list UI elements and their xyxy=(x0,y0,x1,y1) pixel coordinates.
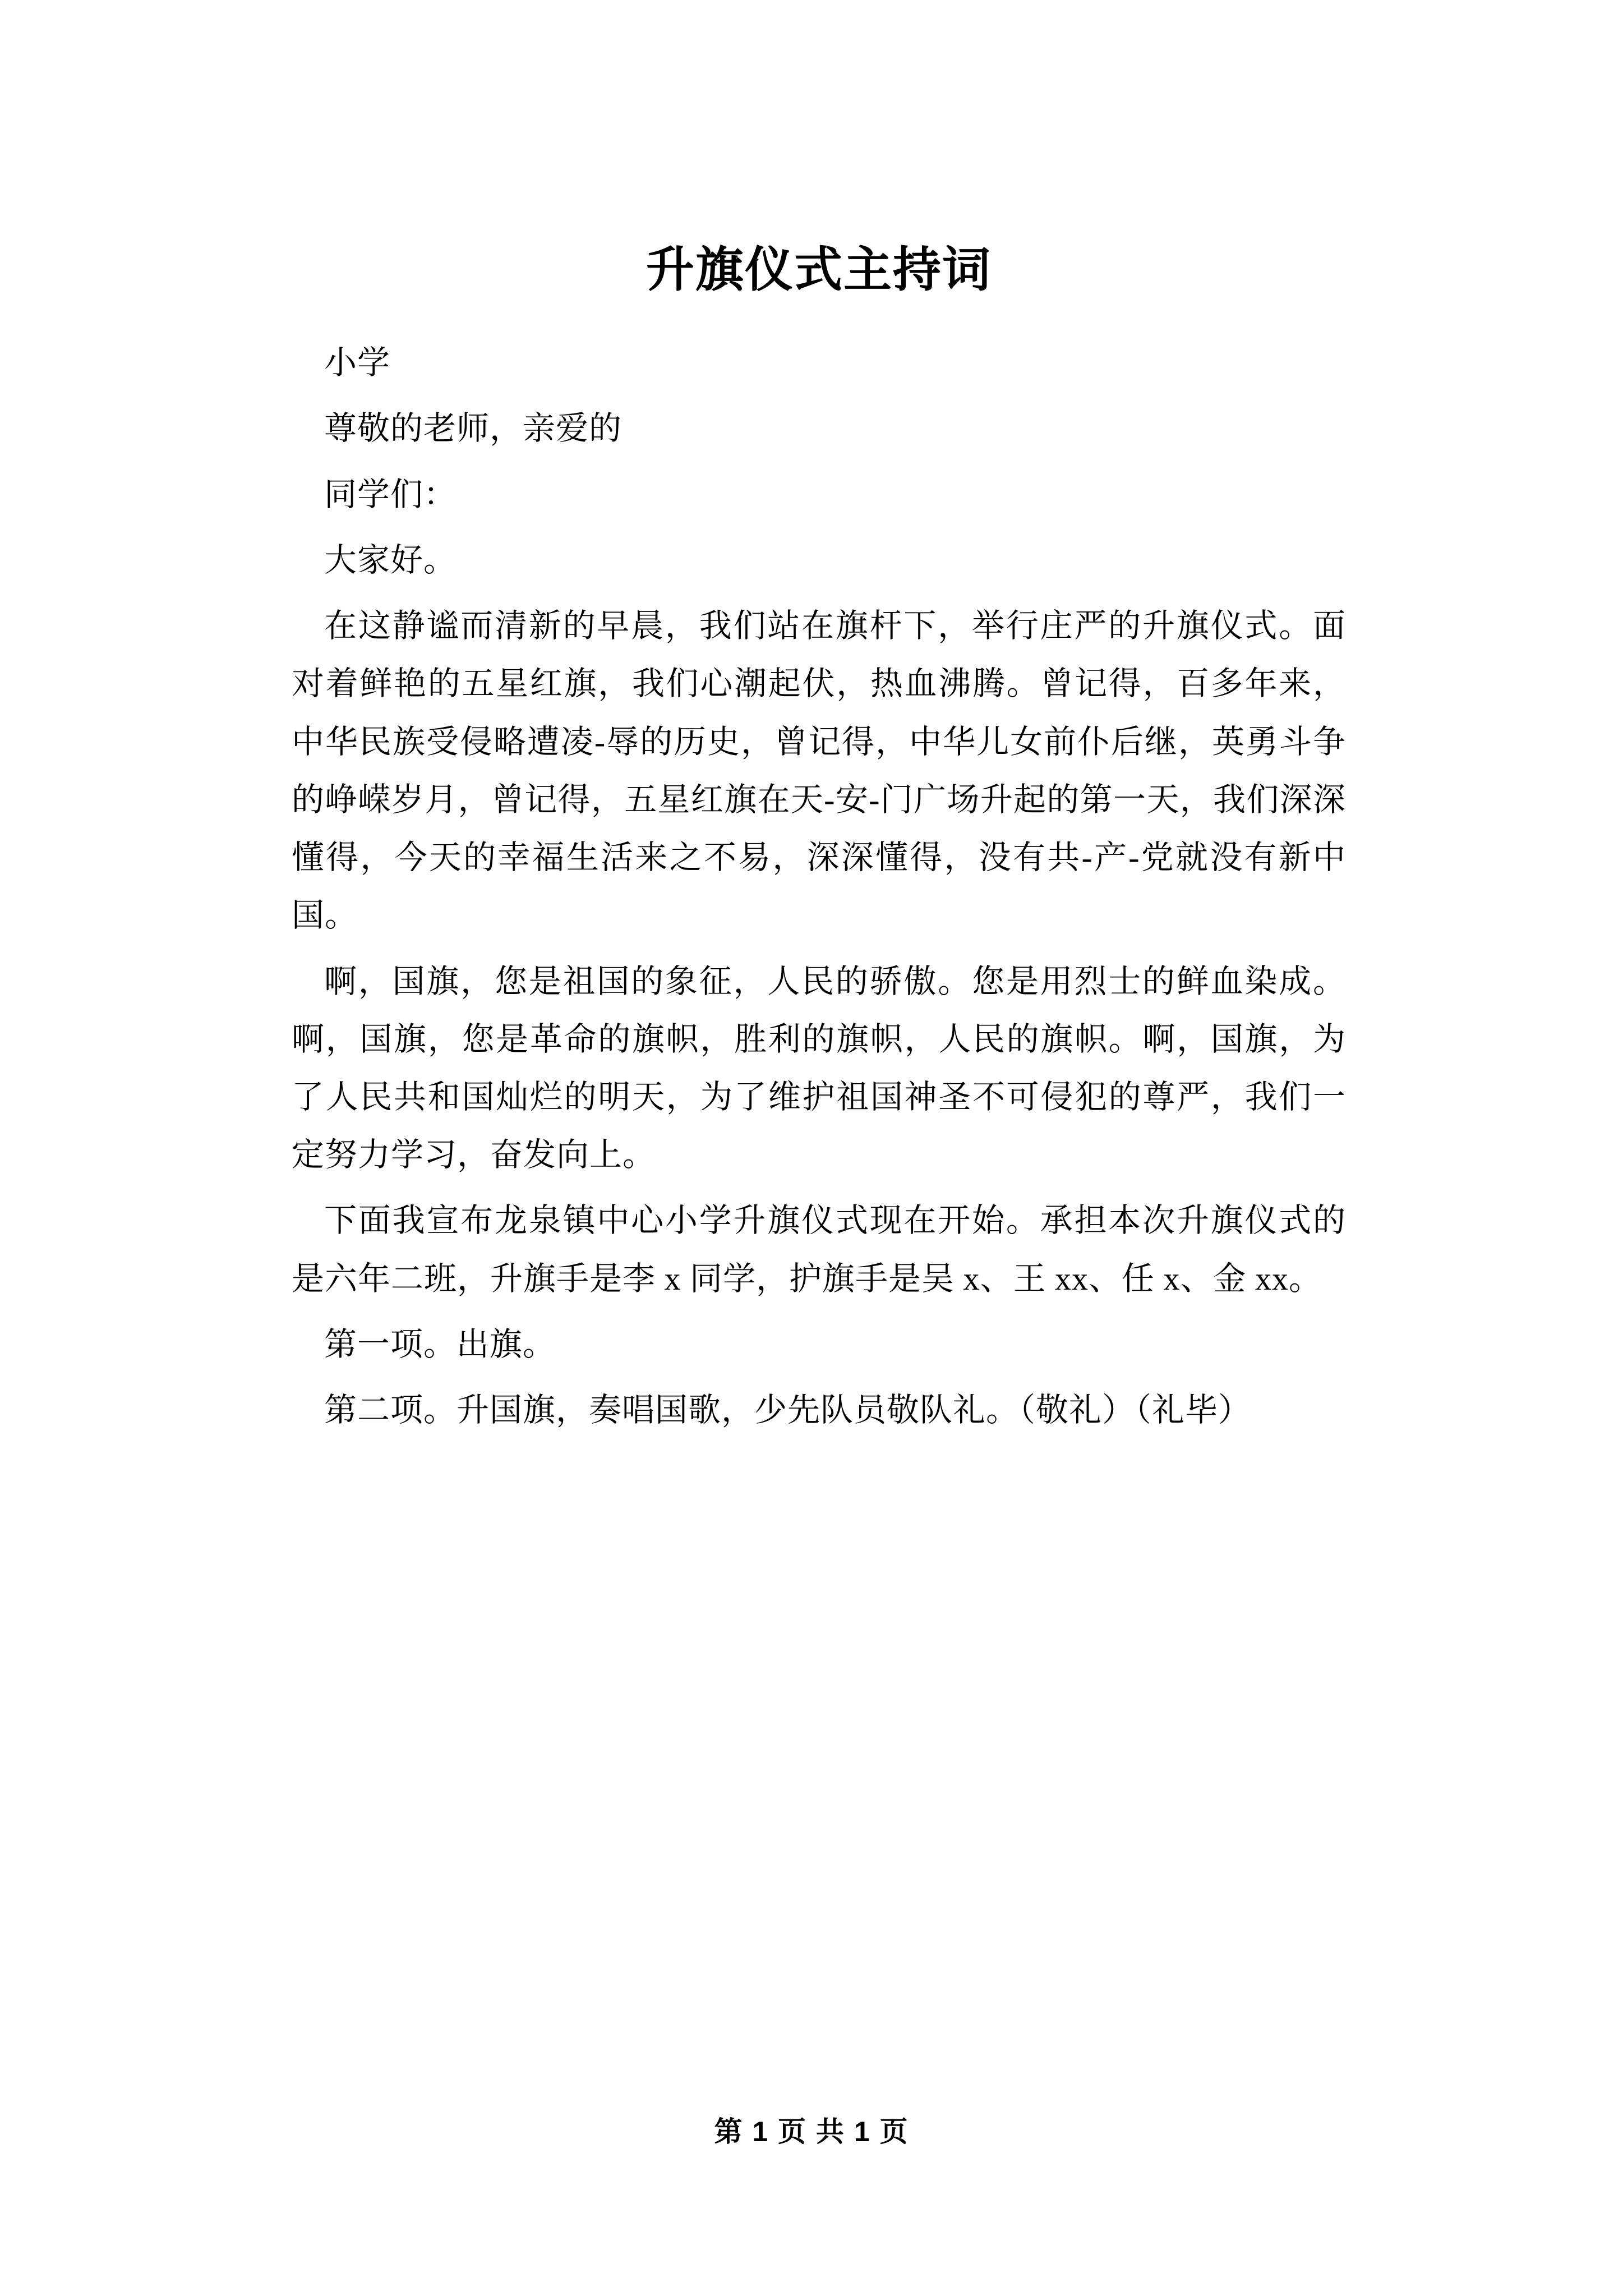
paragraph: 尊敬的老师，亲爱的 xyxy=(324,410,623,447)
paragraph: 小学 xyxy=(324,344,391,381)
document-body xyxy=(292,241,1346,1447)
paragraph: 下面我宣布龙泉镇中心小学升旗仪式现在开始。承担本次升旗仪式的是六年二班，升旗手是李 x 同学，护旗手是吴 x、王 xx、任 x、金 xx。 xyxy=(292,1202,1346,1297)
paragraph: 大家好。 xyxy=(324,541,457,578)
page-title: 升旗仪式主持词 xyxy=(646,243,992,297)
paragraph: 第二项。升国旗，奏唱国歌，少先队员敬队礼。（敬礼）（礼毕） xyxy=(324,1392,1252,1429)
paragraph: 啊，国旗，您是祖国的象征，人民的骄傲。您是用烈士的鲜血染成。啊，国旗，您是革命的旗帜，胜利的旗帜，人民的旗帜。啊，国旗，为了人民共和国灿烂的明天，为了维护祖国神圣不可侵犯的尊严，我们一定努力学习，奋发向上。 xyxy=(292,963,1346,1174)
paragraph: 同学们： xyxy=(324,476,457,513)
paragraph: 第一项。出旗。 xyxy=(324,1326,556,1363)
page-footer: 第 1 页 共 1 页 xyxy=(714,2116,909,2147)
paragraph: 在这静谧而清新的早晨，我们站在旗杆下，举行庄严的升旗仪式。面对着鲜艳的五星红旗，我们心潮起伏，热血沸腾。曾记得，百多年来，中华民族受侵略遭凌-辱的历史，曾记得，中华儿女前仆后继，英勇斗争的峥嵘岁月，曾记得，五星红旗在天-安-门广场升起的第一天，我们深深懂得，今天的幸福生活来之不易，深深懂得，没有共-产-党就没有新中国。 xyxy=(292,608,1346,934)
